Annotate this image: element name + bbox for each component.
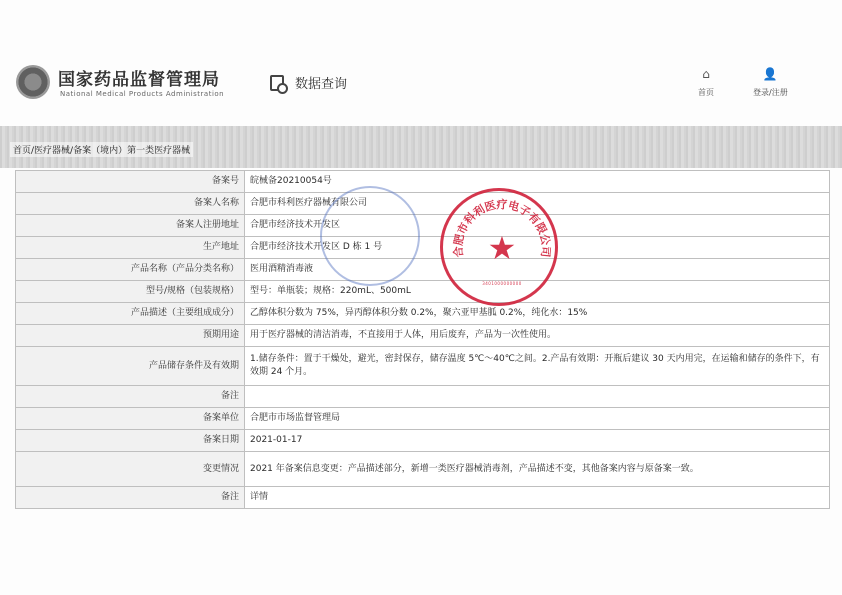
login-link[interactable]: [753, 67, 788, 98]
search-doc-icon: [270, 75, 284, 91]
row-value: 合肥市科利医疗器械有限公司: [245, 193, 830, 215]
table-row: [16, 347, 830, 386]
table-row: [16, 303, 830, 325]
data-query-link[interactable]: [270, 73, 347, 92]
table-row: [16, 325, 830, 347]
row-value: [245, 386, 830, 408]
table-row: [16, 408, 830, 430]
detail-table: [15, 170, 830, 509]
table-row: [16, 259, 830, 281]
row-value: 用于医疗器械的清洁消毒，不直接用于人体，用后废弃，产品为一次性使用。: [245, 325, 830, 347]
home-label: 首页: [698, 88, 714, 97]
row-value: 乙醇体积分数为 75%，异丙醇体积分数 0.2%，聚六亚甲基胍 0.2%，纯化水：15%: [245, 303, 830, 325]
table-row: [16, 215, 830, 237]
row-label: 型号/规格（包装规格）: [16, 281, 245, 303]
login-label: 登录/注册: [753, 88, 788, 97]
row-label: 产品名称（产品分类名称）: [16, 259, 245, 281]
row-label: 备案日期: [16, 430, 245, 452]
breadcrumb: 首页/医疗器械/备案（境内）第一类医疗器械: [10, 142, 193, 157]
table-row: [16, 193, 830, 215]
table-row: [16, 281, 830, 303]
org-name-en: National Medical Products Administration: [60, 90, 225, 98]
row-value: 合肥市经济技术开发区: [245, 215, 830, 237]
row-label: 产品描述（主要组成成分）: [16, 303, 245, 325]
org-name[interactable]: 国家药品监督管理局: [58, 70, 220, 90]
row-value[interactable]: [245, 487, 830, 509]
home-icon: ⌂: [702, 67, 710, 81]
table-row: [16, 386, 830, 408]
row-label: 备案人注册地址: [16, 215, 245, 237]
data-query-label: 数据查询: [295, 77, 348, 92]
company-seal: [440, 188, 558, 306]
user-icon: 👤: [762, 67, 778, 81]
row-label: 备案单位: [16, 408, 245, 430]
row-value: 皖械备20210054号: [245, 171, 830, 193]
row-value: 型号：单瓶装；规格：220mL、500mL: [245, 281, 830, 303]
row-value: 合肥市经济技术开发区 D 栋 1 号: [245, 237, 830, 259]
row-label: 备注: [16, 386, 245, 408]
seal-code: 3401000000000: [482, 281, 522, 286]
row-label: 产品储存条件及有效期: [16, 347, 245, 386]
faint-stamp: [320, 186, 420, 286]
row-label: 备案人名称: [16, 193, 245, 215]
row-label: 生产地址: [16, 237, 245, 259]
row-label: 备案号: [16, 171, 245, 193]
table-row: [16, 171, 830, 193]
row-value: 1.储存条件：置于干燥处，避光，密封保存，储存温度 5℃～40℃之间。2.产品有效期：开瓶后建议 30 天内用完，在运输和储存的条件下，有效期 24 个月。: [245, 347, 830, 386]
table-row: [16, 237, 830, 259]
star-icon: ★: [487, 229, 517, 267]
emblem-icon: [16, 65, 50, 99]
row-label: 变更情况: [16, 452, 245, 487]
site-header: [0, 55, 842, 115]
row-value: 2021-01-17: [245, 430, 830, 452]
row-value: 合肥市市场监督管理局: [245, 408, 830, 430]
home-link[interactable]: [698, 67, 714, 98]
row-value: 医用酒精消毒液: [245, 259, 830, 281]
row-label: 备注: [16, 487, 245, 509]
row-label: 预期用途: [16, 325, 245, 347]
row-value: 2021 年备案信息变更：产品描述部分，新增一类医疗器械消毒剂，产品描述不变，其他备案内容与原备案一致。: [245, 452, 830, 487]
detail-link[interactable]: 详情: [250, 492, 269, 502]
table-row: [16, 452, 830, 487]
table-row: [16, 487, 830, 509]
seal-name: 合肥市科利医疗电子有限公司: [451, 198, 553, 258]
table-row: [16, 430, 830, 452]
